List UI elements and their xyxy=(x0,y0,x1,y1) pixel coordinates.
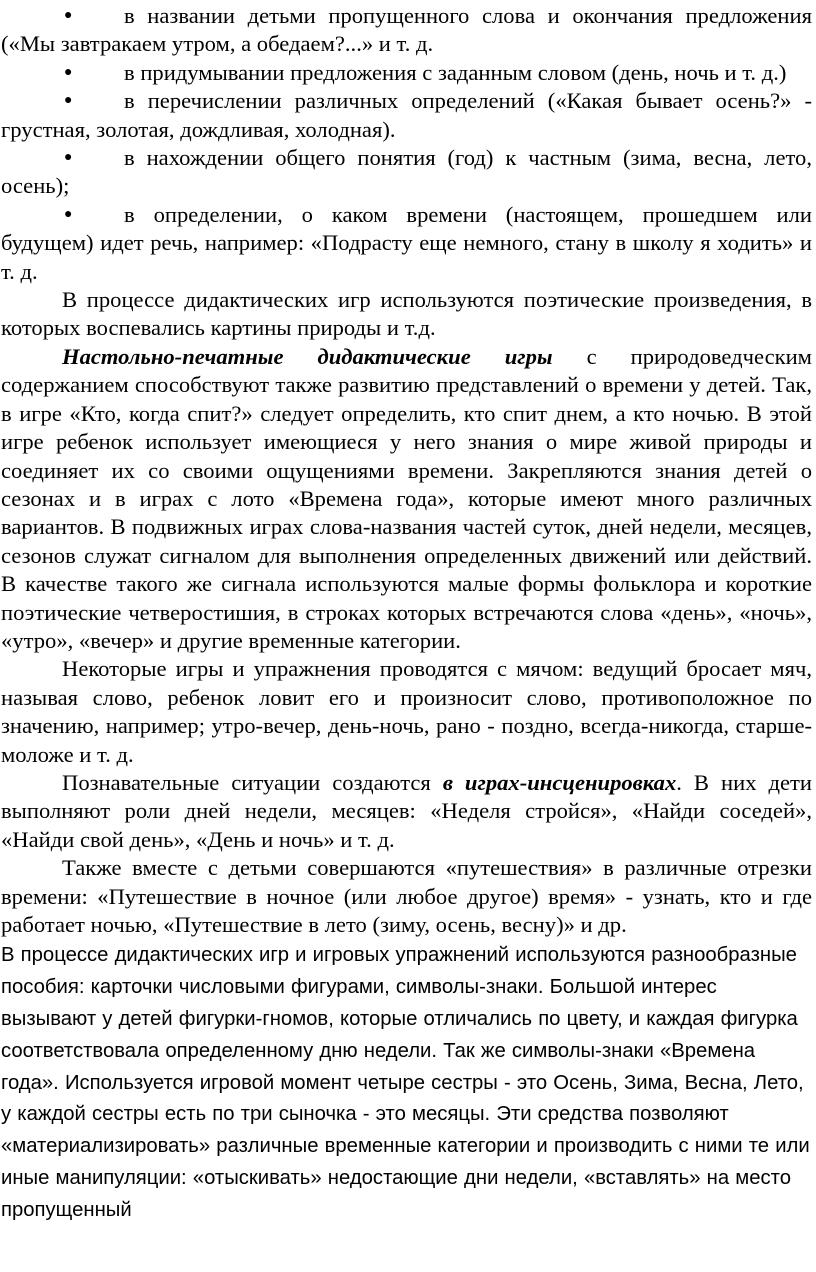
paragraph-manuals: В процессе дидактических игр и игровых упражнений используются разнообразные пособия: карточки числовыми фигурами, символы-знаки. Большой интерес вызывают у детей фигурки-гномов, которые отличались по цвету, и каждая фигурка соответствовала определенному дню недели. Так же символы-знаки «Времена года». Используется игровой момент четыре сестры - это Осень, Зима, Весна, Лето, у каждой сестры есть по три сыночка - это месяцы. Эти средства позволяют «материализировать» различные временные категории и производить с ними те или иные манипуляции: «отыскивать» недостающие дни недели, «вставлять» на место пропущенный xyxy=(1,944,810,1221)
bullet-item: ● в определении, о каком времени (настоящем, прошедшем или будущем) идет речь, например: «Подрасту еще немного, стану в школу я ходить» и т. д. xyxy=(1,201,812,284)
bullet-icon: ● xyxy=(64,150,73,166)
bullet-item: ● в нахождении общего понятия (год) к частным (зима, весна, лето, осень); xyxy=(1,145,812,199)
paragraph-ball-games: Некоторые игры и упражнения проводятся с мячом: ведущий бросает мяч, называя слово, ребенок ловит его и произносит слово, противоположное по значению, например; утро-вечер, день-ночь, рано - поздно, всегда-никогда, старше-моложе и т. д. xyxy=(1,656,812,767)
paragraph-journeys: Также вместе с детьми совершаются «путешествия» в различные отрезки времени: «Путешествие в ночное (или любое другое) время» - узнать, кто и где работает ночью, «Путешествие в лето (зиму, осень, весну)» и др. xyxy=(1,855,812,937)
bullet-icon: ● xyxy=(64,8,73,23)
paragraph-poetic-works: В процессе дидактических игр используются поэтические произведения, в которых воспевались картины природы и т.д. xyxy=(1,287,812,341)
bullet-icon: ● xyxy=(64,93,73,109)
paragraph-board-games: Настольно-печатные дидактические игры с природоведческим содержанием способствуют также развитию представлений о времени у детей. Так, в игре «Кто, когда спит?» следует определить, кто спит днем, а кто ночью. В этой игре ребенок использует имеющиеся у него знания о мире живой природы и соединяет их со своими ощущениями времени. Закрепляются знания детей о сезонах и в играх с лото «Времена года», которые имеют много различных вариантов. В подвижных играх слова-названия частей суток, дней недели, месяцев, сезонов служат сигналом для выполнения определенных движений или действий. В качестве такого же сигнала используются малые формы фольклора и короткие поэтические четверостишия, в строках которых встречаются слова «день», «ночь», «утро», «вечер» и другие временные категории. xyxy=(1,343,812,653)
bullet-item: ● в названии детьми пропущенного слова и окончания предложения («Мы завтракаем утром, а обедаем?...» и т. д. xyxy=(1,3,812,57)
serif-section xyxy=(1,2,812,939)
emphasis-board-games: Настольно-печатные дидактические игры xyxy=(62,343,553,369)
bullet-icon: ● xyxy=(64,64,73,80)
bullet-item: ● в придумывании предложения с заданным словом (день, ночь и т. д.) xyxy=(1,59,812,87)
paragraph-dramatization: Познавательные ситуации создаются в играх-инсценировках. В них дети выполняют роли дней недели, месяцев: «Неделя стройся», «Найди соседей», «Найди свой день», «День и ночь» и т. д. xyxy=(1,769,812,852)
bullet-item: ● в перечислении различных определений («Какая бывает осень?» - грустная, золотая, дождливая, холодная). xyxy=(1,88,812,142)
emphasis-dramatization: в играх-инсценировках xyxy=(442,769,677,795)
bullet-icon: ● xyxy=(64,206,73,222)
